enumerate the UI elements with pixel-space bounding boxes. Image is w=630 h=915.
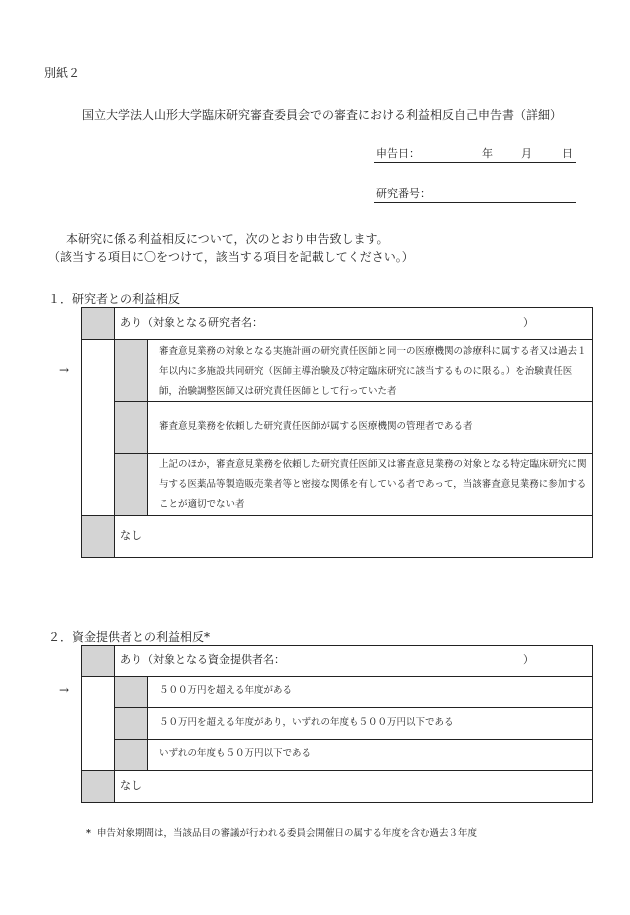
section2-heading: ２．資金提供者との利益相反* [48, 630, 211, 644]
date-label: 申告日： [376, 147, 420, 160]
section1-yes-label: あり（対象となる研究者名： [120, 316, 263, 329]
section1-no-label: なし [120, 529, 142, 542]
section2-yes-label: あり（対象となる資金提供者名： [120, 653, 285, 666]
intro-text: 本研究に係る利益相反について，次のとおり申告致します。 [66, 232, 389, 246]
research-number-label: 研究番号： [376, 187, 431, 200]
section2-item1-text: ５００万円を超える年度がある [159, 685, 293, 696]
section1-heading: １．研究者との利益相反 [48, 292, 181, 306]
document-title: 国立大学法人山形大学臨床研究審査委員会での審査における利益相反自己申告書（詳細） [82, 108, 563, 122]
section1-arrow: → [58, 363, 69, 377]
footnote-text: 申告対象期間は，当該品目の審議が行われる委員会開催日の属する年度を含む過去３年度 [96, 828, 477, 839]
section1-yes-close: ） [523, 316, 534, 329]
section2-item2-text: ５０万円を超える年度があり，いずれの年度も５００万円以下である [159, 717, 454, 728]
section2-yes-close: ） [523, 653, 534, 666]
research-number-field[interactable] [374, 186, 576, 203]
year-label: 年 [482, 147, 493, 160]
section1-item3-text: 上記のほか，審査意見業務を依頼した研究責任医師又は審査意見業務の対象となる特定臨床研究に関与する医薬品等製造販売業者等と密接な関係を有している者であって，当該審査意見業務に参加することが適切でない者 [159, 459, 587, 510]
section1-item1-text: 審査意見業務の対象となる実施計画の研究責任医師と同一の医療機関の診療科に属する者又は過去１年以内に多施設共同研究（医師主導治験及び特定臨床研究に該当するものに限る。）を治験責任医師，治験調整医師又は研究責任医師として行っていた者 [159, 346, 587, 397]
section2-item3-text: いずれの年度も５０万円以下である [159, 748, 312, 759]
section2-arrow: → [58, 683, 69, 697]
section2-table [58, 645, 593, 803]
footnote [86, 827, 477, 841]
day-label: 日 [562, 147, 573, 160]
month-label: 月 [521, 147, 532, 160]
footnote-mark: * [86, 828, 91, 839]
section1-table [58, 307, 593, 558]
intro-instruction: （該当する項目に〇をつけて，該当する項目を記載してください。） [48, 250, 414, 264]
date-field[interactable] [374, 146, 576, 163]
section2-no-label: なし [120, 779, 142, 792]
attachment-label: 別紙２ [44, 66, 81, 80]
section1-item2-text: 審査意見業務を依頼した研究責任医師が属する医療機関の管理者である者 [159, 421, 473, 432]
